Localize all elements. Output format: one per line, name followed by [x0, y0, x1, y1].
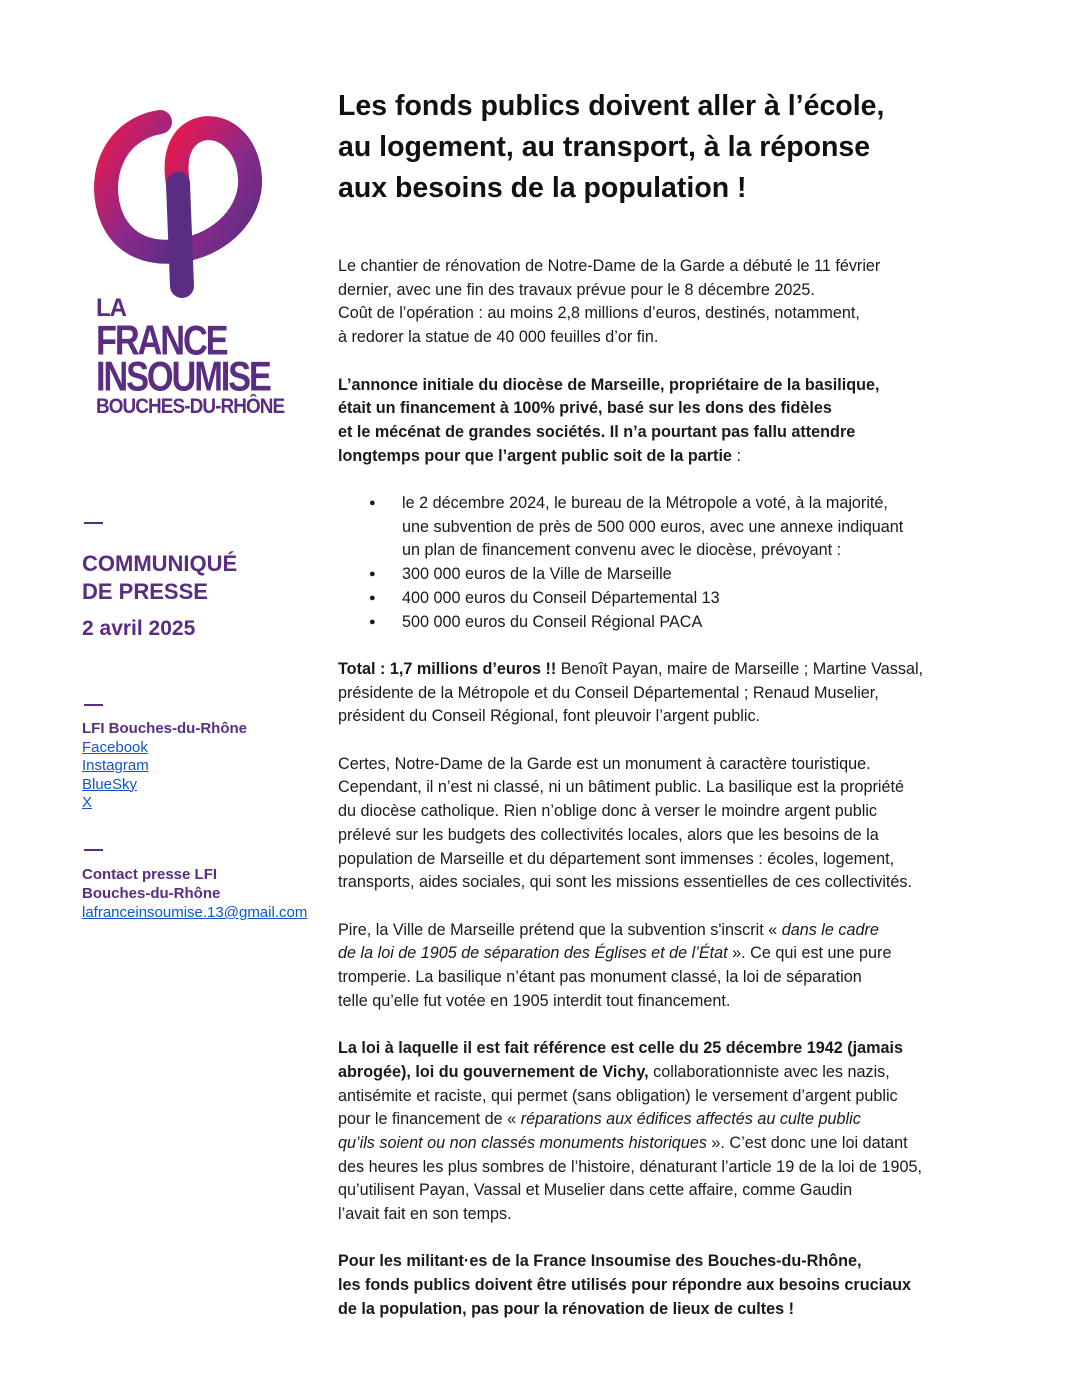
contact-email-link[interactable]: lafranceinsoumise.13@gmail.com [82, 904, 308, 921]
text-line: population de Marseille et du département sont immenses : écoles, logement, [338, 849, 895, 868]
text-line: La loi à laquelle il est fait référence est celle du 25 décembre 1942 (jamais [338, 1039, 904, 1058]
announce-paragraph [338, 374, 988, 469]
text-line: présidente de la Métropole et du Conseil Départemental ; Renaud Muselier, [338, 683, 879, 702]
text-rest: collaborationniste avec les nazis, [648, 1062, 890, 1081]
text-line: l’avait fait en son temps. [338, 1205, 512, 1224]
text-start: pour le financement de « [338, 1110, 521, 1129]
logo-france: FRANCE [96, 317, 227, 365]
italic-text: de la loi de 1905 de séparation des Églises et de l’État [338, 944, 728, 963]
text-line: telle qu’elle fut votée en 1905 interdit tout financement. [338, 991, 731, 1010]
funding-list [338, 492, 988, 634]
social-block [82, 720, 247, 813]
text-line: ● 500 000 euros du Conseil Régional PACA [402, 612, 703, 631]
logo-insoumise: INSOUMISE [96, 353, 270, 401]
contact-block [82, 865, 307, 922]
text-line: ● le 2 décembre 2024, le bureau de la Métropole a voté, à la majorité, [402, 494, 888, 512]
text-line: un plan de financement convenu avec le diocèse, prévoyant : [402, 541, 842, 560]
headline-line: Les fonds publics doivent aller à l’école, [338, 90, 885, 122]
divider-dash [84, 849, 103, 851]
logo-la: LA [96, 293, 126, 323]
text-line: prélevé sur les budgets des collectivités locales, alors que les besoins de la [338, 825, 879, 844]
facebook-link[interactable]: Facebook [82, 738, 148, 756]
text-tail: : [731, 446, 741, 465]
lfi-logo [82, 100, 285, 430]
text-line: tromperie. La basilique n’étant pas monument classé, la loi de séparation [338, 968, 862, 987]
text-line: de la population, pas pour la rénovation de lieux de cultes ! [338, 1299, 795, 1318]
text-line [338, 942, 988, 966]
italic-text: dans le cadre [781, 920, 879, 939]
bluesky-link[interactable]: BlueSky [82, 775, 138, 793]
text-line: et le mécénat de grandes sociétés. Il n’a pourtant pas fallu attendre [338, 422, 856, 441]
text-start: Pire, la Ville de Marseille prétend que la subvention s'inscrit « [338, 920, 782, 939]
instagram-link[interactable]: Instagram [82, 757, 149, 774]
text-line [338, 919, 988, 943]
phi-logo-icon [82, 100, 282, 300]
text-line: antisémite et raciste, qui permet (sans obligation) le versement d’argent public [338, 1086, 898, 1105]
divider-dash [84, 522, 103, 524]
divider-dash [84, 704, 103, 706]
intro-paragraph [338, 255, 988, 350]
text-line: Coût de l’opération : au moins 2,8 millions d’euros, destinés, notamment, [338, 304, 860, 323]
press-label-line2: DE PRESSE [82, 579, 208, 604]
text-line: une subvention de près de 500 000 euros, avec une annexe indiquant [402, 517, 904, 536]
pire-paragraph [338, 919, 988, 1014]
headline [338, 86, 938, 209]
logo-wordmark [96, 293, 305, 418]
bold-text: longtemps pour que l’argent public soit de la partie [338, 446, 732, 465]
press-release-label [82, 550, 237, 606]
text-rest: ». Ce qui est une pure [727, 944, 892, 963]
certes-paragraph [338, 753, 988, 895]
press-label-line1: COMMUNIQUÉ [82, 551, 238, 576]
text-line: Certes, Notre-Dame de la Garde est un monument à caractère touristique. [338, 754, 871, 773]
conclusion-paragraph [338, 1250, 988, 1321]
press-date: 2 avril 2025 [82, 617, 196, 640]
main-content [338, 86, 988, 1322]
headline-line: aux besoins de la population ! [338, 172, 747, 204]
text-line: ● 300 000 euros de la Ville de Marseille [402, 565, 672, 584]
text-line: des heures les plus sombres de l’histoire, dénaturant l’article 19 de la loi de 1905, [338, 1157, 922, 1176]
headline-line: au logement, au transport, à la réponse [338, 131, 871, 163]
text-line: transports, aides sociales, qui sont les missions essentielles de ces collectivités. [338, 873, 913, 892]
x-link[interactable]: X [82, 794, 93, 811]
italic-text: réparations aux édifices affectés au culte public [520, 1110, 861, 1129]
bold-text: abrogée), loi du gouvernement de Vichy, [338, 1062, 649, 1081]
text-line [338, 658, 988, 682]
list-item [338, 563, 988, 587]
text-line: était un financement à 100% privé, basé sur les dons des fidèles [338, 399, 832, 418]
text-line: Le chantier de rénovation de Notre-Dame de la Garde a débuté le 11 février [338, 257, 881, 275]
text-line: Cependant, il n’est ni classé, ni un bâtiment public. La basilique est la propriété [338, 778, 905, 797]
social-title: LFI Bouches-du-Rhône [82, 720, 247, 737]
text-line [338, 1132, 988, 1156]
text-rest: ». C’est donc une loi datant [706, 1133, 908, 1152]
logo-bouches-du-rhone: BOUCHES-DU-RHÔNE [96, 395, 285, 418]
text-rest: Benoît Payan, maire de Marseille ; Martine Vassal, [556, 659, 924, 678]
text-line: qu’utilisent Payan, Vassal et Muselier dans cette affaire, comme Gaudin [338, 1181, 853, 1200]
text-line [338, 1108, 988, 1132]
text-line: L’annonce initiale du diocèse de Marseille, propriétaire de la basilique, [338, 375, 880, 394]
contact-title: Contact presse LFI Bouches-du-Rhône [82, 866, 221, 902]
sidebar [82, 100, 332, 430]
total-paragraph [338, 658, 988, 729]
list-item [338, 492, 988, 563]
italic-text: qu’ils soient ou non classés monuments historiques [338, 1133, 707, 1152]
list-item [338, 611, 988, 635]
text-line: ● 400 000 euros du Conseil Départemental 13 [402, 588, 720, 607]
text-line: les fonds publics doivent être utilisés pour répondre aux besoins cruciaux [338, 1276, 911, 1295]
text-line [338, 445, 988, 469]
list-item [338, 587, 988, 611]
bold-text: Total : 1,7 millions d’euros !! [338, 659, 557, 678]
text-line [338, 1061, 988, 1085]
text-line: du diocèse catholique. Rien n’oblige donc à verser le moindre argent public [338, 802, 878, 821]
loi-paragraph [338, 1037, 988, 1227]
text-line: à redorer la statue de 40 000 feuilles d’or fin. [338, 328, 659, 347]
text-line: Pour les militant·es de la France Insoumise des Bouches-du-Rhône, [338, 1252, 862, 1271]
text-line: président du Conseil Régional, font pleuvoir l’argent public. [338, 707, 761, 726]
text-line: dernier, avec une fin des travaux prévue pour le 8 décembre 2025. [338, 280, 815, 299]
